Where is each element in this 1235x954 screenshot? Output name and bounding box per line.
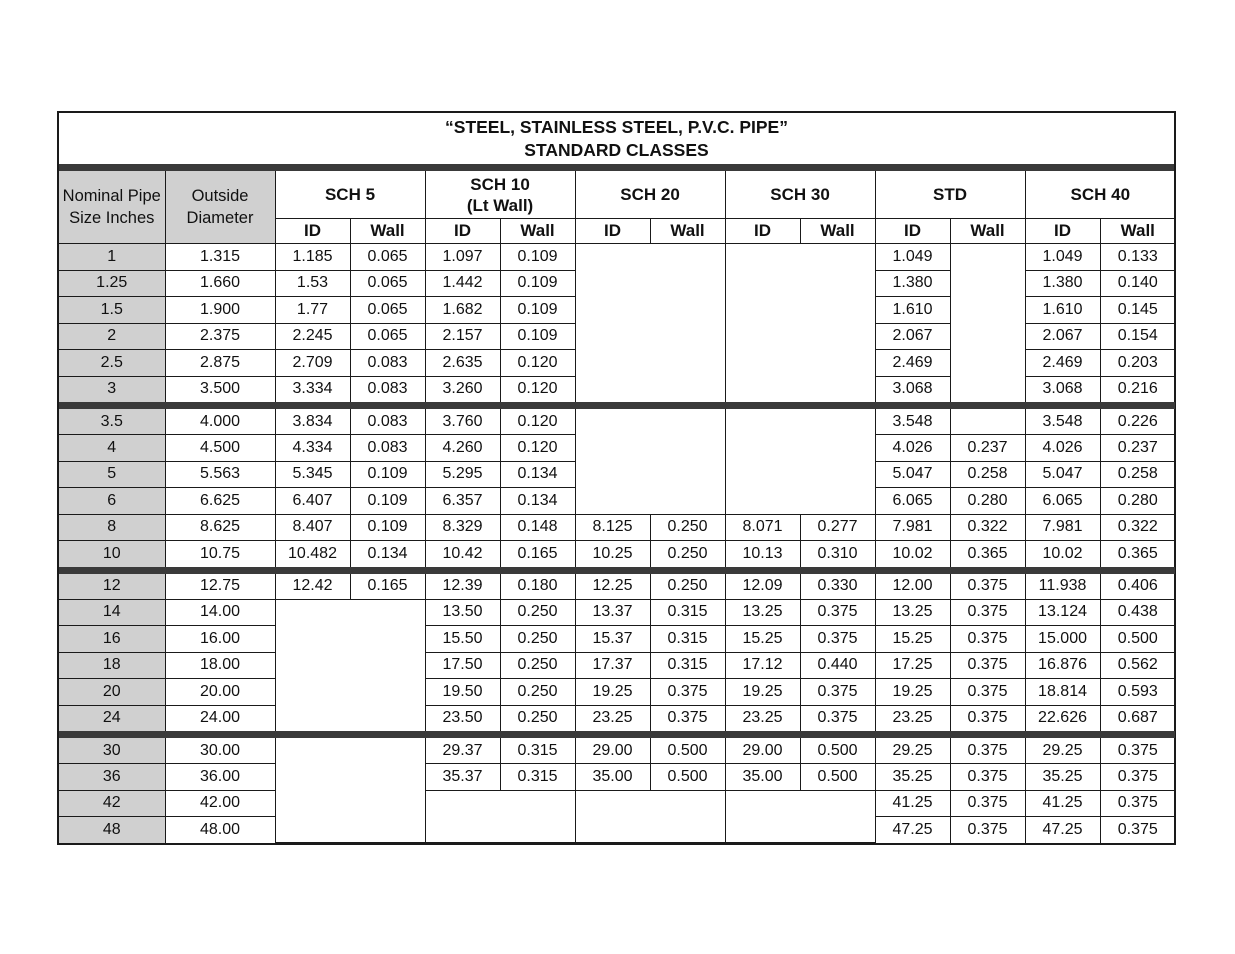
- nominal-size-cell: 6: [59, 488, 165, 515]
- sch10-id-cell: 1.442: [425, 270, 500, 297]
- sch10-empty-cell: [425, 790, 575, 843]
- sch5-wall-cell: 0.134: [350, 541, 425, 571]
- std-id-cell: 3.068: [875, 376, 950, 406]
- sch30-wall-cell: 0.375: [800, 626, 875, 653]
- sch5-empty-cell: [275, 599, 425, 735]
- sch40-wall-cell: 0.562: [1100, 652, 1175, 679]
- nominal-size-cell: 1.5: [59, 297, 165, 324]
- sch40-id-cell: 6.065: [1025, 488, 1100, 515]
- sch5-id-cell: 5.345: [275, 461, 350, 488]
- outside-diameter-cell: 4.000: [165, 406, 275, 435]
- sch10-wall-cell: 0.134: [500, 488, 575, 515]
- outside-diameter-cell: 48.00: [165, 817, 275, 843]
- sch5-id-cell: 10.482: [275, 541, 350, 571]
- sch20-empty-cell: [575, 790, 725, 843]
- nominal-size-cell: 30: [59, 735, 165, 764]
- nominal-size-cell: 16: [59, 626, 165, 653]
- sch10-id-subheader: ID: [425, 219, 500, 244]
- std-wall-cell: 0.375: [950, 790, 1025, 817]
- outside-diameter-cell: 1.660: [165, 270, 275, 297]
- sch5-id-cell: 3.834: [275, 406, 350, 435]
- sch10-wall-cell: 0.109: [500, 270, 575, 297]
- sch40-header: SCH 40: [1025, 171, 1175, 219]
- sch20-header: SCH 20: [575, 171, 725, 219]
- sch40-wall-cell: 0.500: [1100, 626, 1175, 653]
- sch40-id-cell: 2.067: [1025, 323, 1100, 350]
- table-row: [59, 679, 1175, 706]
- sch10-id-cell: 4.260: [425, 435, 500, 462]
- sch20-id-cell: 10.25: [575, 541, 650, 571]
- sch5-id-cell: 4.334: [275, 435, 350, 462]
- sch5-header: SCH 5: [275, 171, 425, 219]
- sch10-wall-cell: 0.120: [500, 350, 575, 377]
- outside-diameter-cell: 5.563: [165, 461, 275, 488]
- sch20-wall-cell: 0.375: [650, 705, 725, 735]
- sch10-id-cell: 2.635: [425, 350, 500, 377]
- std-wall-cell: 0.365: [950, 541, 1025, 571]
- sch30-empty-cell: [725, 244, 875, 406]
- std-wall-cell: 0.375: [950, 652, 1025, 679]
- sch10-wall-cell: 0.250: [500, 679, 575, 706]
- sch30-id-cell: 8.071: [725, 514, 800, 541]
- sch30-id-cell: 23.25: [725, 705, 800, 735]
- outside-diameter-cell: 2.375: [165, 323, 275, 350]
- nominal-size-cell: 18: [59, 652, 165, 679]
- sch20-empty-cell: [575, 406, 725, 515]
- nominal-pipe-size-header: Nominal Pipe Size Inches: [59, 171, 165, 244]
- sch30-empty-cell: [725, 406, 875, 515]
- table-title: [59, 113, 1174, 171]
- sch40-id-cell: 7.981: [1025, 514, 1100, 541]
- outside-diameter-cell: 14.00: [165, 599, 275, 626]
- std-id-cell: 10.02: [875, 541, 950, 571]
- sch40-id-cell: 15.000: [1025, 626, 1100, 653]
- sch30-header: SCH 30: [725, 171, 875, 219]
- table-row: [59, 570, 1175, 599]
- sch40-wall-cell: 0.145: [1100, 297, 1175, 324]
- nominal-size-cell: 2.5: [59, 350, 165, 377]
- sch10-id-cell: 1.682: [425, 297, 500, 324]
- sch5-id-cell: 2.709: [275, 350, 350, 377]
- sch10-wall-cell: 0.250: [500, 652, 575, 679]
- sch20-wall-cell: 0.375: [650, 679, 725, 706]
- sch30-id-cell: 10.13: [725, 541, 800, 571]
- sch30-empty-cell: [725, 790, 875, 843]
- sch30-id-subheader: ID: [725, 219, 800, 244]
- sch10-id-cell: 12.39: [425, 570, 500, 599]
- std-id-cell: 3.548: [875, 406, 950, 435]
- sch20-id-cell: 23.25: [575, 705, 650, 735]
- outside-diameter-cell: 8.625: [165, 514, 275, 541]
- nominal-size-cell: 4: [59, 435, 165, 462]
- sch10-id-cell: 35.37: [425, 764, 500, 791]
- sch10-wall-cell: 0.109: [500, 244, 575, 271]
- sch40-id-cell: 3.548: [1025, 406, 1100, 435]
- std-wall-empty-cell: [950, 244, 1025, 406]
- sch10-wall-cell: 0.250: [500, 626, 575, 653]
- sch40-wall-cell: 0.375: [1100, 735, 1175, 764]
- std-wall-cell: 0.375: [950, 705, 1025, 735]
- sch30-id-cell: 19.25: [725, 679, 800, 706]
- outside-diameter-cell: 18.00: [165, 652, 275, 679]
- sch10-id-cell: 29.37: [425, 735, 500, 764]
- sch20-id-cell: 13.37: [575, 599, 650, 626]
- std-id-cell: 2.469: [875, 350, 950, 377]
- outside-diameter-cell: 12.75: [165, 570, 275, 599]
- sch30-wall-cell: 0.375: [800, 679, 875, 706]
- std-id-cell: 6.065: [875, 488, 950, 515]
- table-row: [59, 244, 1175, 271]
- nominal-size-cell: 20: [59, 679, 165, 706]
- sch30-id-cell: 15.25: [725, 626, 800, 653]
- sch10-wall-cell: 0.120: [500, 376, 575, 406]
- sch40-id-cell: 4.026: [1025, 435, 1100, 462]
- nominal-size-cell: 10: [59, 541, 165, 571]
- sch20-wall-cell: 0.250: [650, 514, 725, 541]
- sch5-id-cell: 2.245: [275, 323, 350, 350]
- sch40-wall-cell: 0.140: [1100, 270, 1175, 297]
- sch20-wall-cell: 0.315: [650, 599, 725, 626]
- std-id-cell: 35.25: [875, 764, 950, 791]
- outside-diameter-header: Outside Diameter: [165, 171, 275, 244]
- std-id-cell: 13.25: [875, 599, 950, 626]
- std-id-cell: 19.25: [875, 679, 950, 706]
- sch30-wall-cell: 0.277: [800, 514, 875, 541]
- sch5-wall-cell: 0.083: [350, 435, 425, 462]
- std-id-cell: 41.25: [875, 790, 950, 817]
- sch5-wall-cell: 0.065: [350, 244, 425, 271]
- sch5-id-cell: 3.334: [275, 376, 350, 406]
- outside-diameter-cell: 20.00: [165, 679, 275, 706]
- nominal-size-cell: 14: [59, 599, 165, 626]
- std-wall-cell: [950, 406, 1025, 435]
- nominal-size-cell: 36: [59, 764, 165, 791]
- std-id-cell: 4.026: [875, 435, 950, 462]
- outside-diameter-cell: 30.00: [165, 735, 275, 764]
- nominal-size-cell: 2: [59, 323, 165, 350]
- sch10-id-cell: 5.295: [425, 461, 500, 488]
- sch10-id-cell: 3.260: [425, 376, 500, 406]
- sch10-wall-cell: 0.315: [500, 735, 575, 764]
- pipe-schedule-table-card: [57, 111, 1176, 845]
- table-row: [59, 652, 1175, 679]
- std-id-cell: 17.25: [875, 652, 950, 679]
- nominal-size-cell: 1.25: [59, 270, 165, 297]
- sch40-wall-cell: 0.133: [1100, 244, 1175, 271]
- nominal-size-cell: 3.5: [59, 406, 165, 435]
- sch40-wall-cell: 0.226: [1100, 406, 1175, 435]
- outside-diameter-cell: 16.00: [165, 626, 275, 653]
- sch5-wall-cell: 0.109: [350, 488, 425, 515]
- std-wall-cell: 0.375: [950, 764, 1025, 791]
- sch30-wall-cell: 0.330: [800, 570, 875, 599]
- sch10-id-cell: 3.760: [425, 406, 500, 435]
- sch20-wall-cell: 0.500: [650, 735, 725, 764]
- sch20-id-cell: 15.37: [575, 626, 650, 653]
- sch40-id-cell: 1.610: [1025, 297, 1100, 324]
- sch5-wall-cell: 0.065: [350, 270, 425, 297]
- std-wall-cell: 0.258: [950, 461, 1025, 488]
- sch10-id-cell: 2.157: [425, 323, 500, 350]
- sch10-wall-cell: 0.315: [500, 764, 575, 791]
- std-id-cell: 47.25: [875, 817, 950, 843]
- table-row: [59, 626, 1175, 653]
- sch40-wall-cell: 0.375: [1100, 790, 1175, 817]
- sch5-wall-cell: 0.109: [350, 514, 425, 541]
- sch20-wall-cell: 0.315: [650, 626, 725, 653]
- std-wall-cell: 0.280: [950, 488, 1025, 515]
- std-id-cell: 12.00: [875, 570, 950, 599]
- std-wall-cell: 0.375: [950, 599, 1025, 626]
- sch30-id-cell: 35.00: [725, 764, 800, 791]
- sch40-wall-cell: 0.237: [1100, 435, 1175, 462]
- sch40-id-cell: 1.380: [1025, 270, 1100, 297]
- sch20-id-cell: 17.37: [575, 652, 650, 679]
- sch10-wall-cell: 0.120: [500, 406, 575, 435]
- sch10-id-cell: 1.097: [425, 244, 500, 271]
- sch30-wall-cell: 0.500: [800, 764, 875, 791]
- sch10-wall-cell: 0.109: [500, 323, 575, 350]
- sch40-id-subheader: ID: [1025, 219, 1100, 244]
- title-line-1: “STEEL, STAINLESS STEEL, P.V.C. PIPE”: [445, 116, 788, 137]
- nominal-size-cell: 3: [59, 376, 165, 406]
- nominal-size-cell: 48: [59, 817, 165, 843]
- nominal-size-cell: 12: [59, 570, 165, 599]
- sch10-wall-cell: 0.250: [500, 705, 575, 735]
- outside-diameter-cell: 1.315: [165, 244, 275, 271]
- sch30-wall-subheader: Wall: [800, 219, 875, 244]
- std-wall-cell: 0.375: [950, 817, 1025, 843]
- sch5-id-cell: 1.77: [275, 297, 350, 324]
- sch20-id-cell: 19.25: [575, 679, 650, 706]
- sch40-id-cell: 11.938: [1025, 570, 1100, 599]
- std-wall-cell: 0.375: [950, 570, 1025, 599]
- sch40-id-cell: 2.469: [1025, 350, 1100, 377]
- sch40-id-cell: 35.25: [1025, 764, 1100, 791]
- sch40-wall-cell: 0.258: [1100, 461, 1175, 488]
- sch5-wall-subheader: Wall: [350, 219, 425, 244]
- outside-diameter-cell: 1.900: [165, 297, 275, 324]
- sch5-id-cell: 1.185: [275, 244, 350, 271]
- sch10-wall-cell: 0.134: [500, 461, 575, 488]
- sch40-wall-cell: 0.203: [1100, 350, 1175, 377]
- sch30-wall-cell: 0.375: [800, 599, 875, 626]
- table-row: [59, 599, 1175, 626]
- sch20-wall-cell: 0.250: [650, 541, 725, 571]
- sch30-wall-cell: 0.500: [800, 735, 875, 764]
- sch10-id-cell: 15.50: [425, 626, 500, 653]
- std-wall-subheader: Wall: [950, 219, 1025, 244]
- table-row: [59, 790, 1175, 817]
- sch30-wall-cell: 0.310: [800, 541, 875, 571]
- sch40-id-cell: 22.626: [1025, 705, 1100, 735]
- sch40-id-cell: 13.124: [1025, 599, 1100, 626]
- std-id-cell: 15.25: [875, 626, 950, 653]
- nominal-size-cell: 42: [59, 790, 165, 817]
- table-row: [59, 705, 1175, 735]
- outside-diameter-cell: 10.75: [165, 541, 275, 571]
- sch20-id-cell: 12.25: [575, 570, 650, 599]
- nominal-size-cell: 8: [59, 514, 165, 541]
- sch10-id-cell: 19.50: [425, 679, 500, 706]
- sch40-id-cell: 16.876: [1025, 652, 1100, 679]
- sch40-wall-cell: 0.322: [1100, 514, 1175, 541]
- std-id-cell: 5.047: [875, 461, 950, 488]
- sch5-wall-cell: 0.083: [350, 376, 425, 406]
- outside-diameter-cell: 6.625: [165, 488, 275, 515]
- sch40-id-cell: 3.068: [1025, 376, 1100, 406]
- std-header: STD: [875, 171, 1025, 219]
- sch5-wall-cell: 0.083: [350, 406, 425, 435]
- std-wall-cell: 0.375: [950, 735, 1025, 764]
- std-id-cell: 2.067: [875, 323, 950, 350]
- sch30-wall-cell: 0.440: [800, 652, 875, 679]
- sch40-wall-cell: 0.375: [1100, 764, 1175, 791]
- sch5-wall-cell: 0.109: [350, 461, 425, 488]
- sch40-id-cell: 41.25: [1025, 790, 1100, 817]
- sch20-id-cell: 35.00: [575, 764, 650, 791]
- std-wall-cell: 0.375: [950, 626, 1025, 653]
- outside-diameter-cell: 4.500: [165, 435, 275, 462]
- sch10-wall-cell: 0.109: [500, 297, 575, 324]
- nominal-size-cell: 24: [59, 705, 165, 735]
- sch10-id-cell: 8.329: [425, 514, 500, 541]
- sch40-id-cell: 47.25: [1025, 817, 1100, 843]
- sch20-wall-subheader: Wall: [650, 219, 725, 244]
- sch5-wall-cell: 0.065: [350, 323, 425, 350]
- sch40-wall-cell: 0.280: [1100, 488, 1175, 515]
- sch40-wall-subheader: Wall: [1100, 219, 1175, 244]
- sch20-wall-cell: 0.315: [650, 652, 725, 679]
- std-id-cell: 7.981: [875, 514, 950, 541]
- sch5-id-cell: 6.407: [275, 488, 350, 515]
- sch10-wall-subheader: Wall: [500, 219, 575, 244]
- sch40-id-cell: 18.814: [1025, 679, 1100, 706]
- sch30-id-cell: 12.09: [725, 570, 800, 599]
- sch10-id-cell: 17.50: [425, 652, 500, 679]
- sch20-wall-cell: 0.500: [650, 764, 725, 791]
- sch40-id-cell: 5.047: [1025, 461, 1100, 488]
- sch5-id-cell: 8.407: [275, 514, 350, 541]
- sch5-id-subheader: ID: [275, 219, 350, 244]
- std-id-cell: 29.25: [875, 735, 950, 764]
- sch40-id-cell: 10.02: [1025, 541, 1100, 571]
- sch40-wall-cell: 0.365: [1100, 541, 1175, 571]
- sch10-id-cell: 23.50: [425, 705, 500, 735]
- sch30-id-cell: 13.25: [725, 599, 800, 626]
- sch20-id-subheader: ID: [575, 219, 650, 244]
- std-id-subheader: ID: [875, 219, 950, 244]
- sch30-wall-cell: 0.375: [800, 705, 875, 735]
- table-row: [59, 514, 1175, 541]
- sch30-id-cell: 17.12: [725, 652, 800, 679]
- table-row: [59, 541, 1175, 571]
- sch40-wall-cell: 0.375: [1100, 817, 1175, 843]
- sch10-wall-cell: 0.250: [500, 599, 575, 626]
- sch20-wall-cell: 0.250: [650, 570, 725, 599]
- sch40-wall-cell: 0.438: [1100, 599, 1175, 626]
- std-wall-cell: 0.237: [950, 435, 1025, 462]
- outside-diameter-cell: 36.00: [165, 764, 275, 791]
- sch10-id-cell: 10.42: [425, 541, 500, 571]
- sch10-id-cell: 13.50: [425, 599, 500, 626]
- sch30-id-cell: 29.00: [725, 735, 800, 764]
- sch40-wall-cell: 0.406: [1100, 570, 1175, 599]
- sch20-id-cell: 8.125: [575, 514, 650, 541]
- sch20-empty-cell: [575, 244, 725, 406]
- sch40-wall-cell: 0.216: [1100, 376, 1175, 406]
- outside-diameter-cell: 24.00: [165, 705, 275, 735]
- std-id-cell: 1.380: [875, 270, 950, 297]
- nominal-size-cell: 1: [59, 244, 165, 271]
- sch10-wall-cell: 0.120: [500, 435, 575, 462]
- sch10-wall-cell: 0.148: [500, 514, 575, 541]
- sch5-wall-cell: 0.083: [350, 350, 425, 377]
- sch5-wall-cell: 0.065: [350, 297, 425, 324]
- sch10-wall-cell: 0.165: [500, 541, 575, 571]
- sch5-id-cell: 12.42: [275, 570, 350, 599]
- outside-diameter-cell: 2.875: [165, 350, 275, 377]
- sch5-empty-cell: [275, 735, 425, 843]
- table-row: [59, 764, 1175, 791]
- std-wall-cell: 0.375: [950, 679, 1025, 706]
- outside-diameter-cell: 3.500: [165, 376, 275, 406]
- sch5-wall-cell: 0.165: [350, 570, 425, 599]
- std-id-cell: 23.25: [875, 705, 950, 735]
- std-wall-cell: 0.322: [950, 514, 1025, 541]
- sch40-id-cell: 29.25: [1025, 735, 1100, 764]
- table-row: [59, 735, 1175, 764]
- nominal-size-cell: 5: [59, 461, 165, 488]
- sch40-wall-cell: 0.687: [1100, 705, 1175, 735]
- std-id-cell: 1.610: [875, 297, 950, 324]
- sch10-id-cell: 6.357: [425, 488, 500, 515]
- sch10-header: SCH 10 (Lt Wall): [425, 171, 575, 219]
- sch40-id-cell: 1.049: [1025, 244, 1100, 271]
- table-row: [59, 406, 1175, 435]
- sch5-id-cell: 1.53: [275, 270, 350, 297]
- sch20-id-cell: 29.00: [575, 735, 650, 764]
- sch10-wall-cell: 0.180: [500, 570, 575, 599]
- sch40-wall-cell: 0.593: [1100, 679, 1175, 706]
- std-id-cell: 1.049: [875, 244, 950, 271]
- title-line-2: STANDARD CLASSES: [524, 139, 709, 160]
- pipe-schedule-table: [59, 171, 1175, 843]
- sch40-wall-cell: 0.154: [1100, 323, 1175, 350]
- outside-diameter-cell: 42.00: [165, 790, 275, 817]
